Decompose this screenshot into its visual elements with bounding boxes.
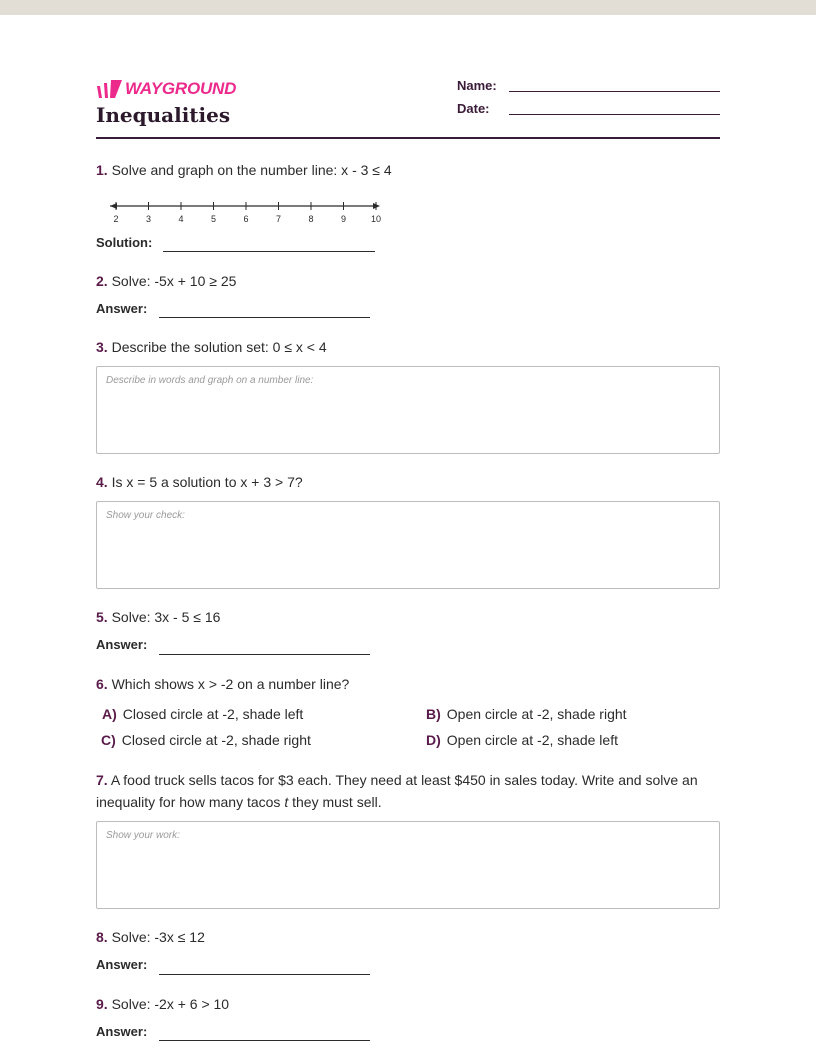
answer-field[interactable] <box>159 974 370 975</box>
number-line-tick-label: 10 <box>370 214 382 224</box>
question-3 <box>96 339 327 355</box>
question-number: 3. <box>96 339 108 355</box>
question-text-end: they must sell. <box>288 794 382 810</box>
question-number: 6. <box>96 676 108 692</box>
answer-label: Answer: <box>96 301 148 316</box>
question-5 <box>96 609 220 625</box>
number-line <box>106 198 396 228</box>
answer-field[interactable] <box>159 1040 370 1041</box>
answer-field[interactable] <box>159 654 370 655</box>
choice-letter: B) <box>426 706 441 722</box>
response-box[interactable] <box>96 501 720 589</box>
question-text: Solve: 3x - 5 ≤ 16 <box>111 609 221 625</box>
question-4 <box>96 474 303 490</box>
answer-label: Answer: <box>96 1024 148 1039</box>
top-bar <box>0 0 816 15</box>
choice-letter: D) <box>426 732 441 748</box>
question-9 <box>96 996 229 1012</box>
response-hint: Show your check: <box>106 510 185 521</box>
response-box[interactable] <box>96 366 720 454</box>
question-text: Solve and graph on the number line: x - 3 ≤ 4 <box>111 162 392 178</box>
question-text: A food truck sells tacos for $3 each. They need at least $450 in sales today. Write and solve an inequality for how many tacos <box>96 772 698 810</box>
logo <box>96 78 236 100</box>
number-line-tick-label: 2 <box>113 214 119 224</box>
question-number: 7. <box>96 772 108 788</box>
response-hint: Show your work: <box>106 830 180 841</box>
question-number: 9. <box>96 996 108 1012</box>
choice-text: Closed circle at -2, shade left <box>122 706 304 722</box>
question-6 <box>96 676 349 692</box>
choice-a[interactable] <box>102 706 303 722</box>
answer-field[interactable] <box>159 317 370 318</box>
header-divider <box>96 137 720 139</box>
question-text: Is x = 5 a solution to x + 3 > 7? <box>111 474 303 490</box>
question-text: Solve: -3x ≤ 12 <box>111 929 205 945</box>
answer-label: Answer: <box>96 957 148 972</box>
number-line-tick-label: 7 <box>275 214 282 224</box>
number-line-tick-label: 3 <box>145 214 152 224</box>
question-1 <box>96 162 392 178</box>
question-text: Solve: -5x + 10 ≥ 25 <box>111 273 237 289</box>
question-variable: t <box>284 794 289 810</box>
response-hint: Describe in words and graph on a number line: <box>106 375 314 386</box>
choice-text: Closed circle at -2, shade right <box>121 732 311 748</box>
choice-c[interactable] <box>101 732 311 748</box>
solution-label: Solution: <box>96 235 153 250</box>
logo-mark-icon <box>96 78 122 100</box>
number-line-tick-label: 5 <box>210 214 217 224</box>
choice-text: Open circle at -2, shade left <box>446 732 618 748</box>
name-field[interactable] <box>509 91 720 92</box>
number-line-tick-label: 8 <box>308 214 314 224</box>
question-number: 5. <box>96 609 108 625</box>
question-7 <box>96 769 720 813</box>
date-label: Date: <box>457 101 490 116</box>
question-8 <box>96 929 205 945</box>
question-number: 4. <box>96 474 108 490</box>
number-line-tick-label: 9 <box>340 214 347 224</box>
question-number: 2. <box>96 273 108 289</box>
page-title: Inequalities <box>96 103 231 127</box>
question-number: 8. <box>96 929 108 945</box>
choice-b[interactable] <box>426 706 627 722</box>
choice-letter: C) <box>101 732 116 748</box>
choice-letter: A) <box>102 706 117 722</box>
choice-text: Open circle at -2, shade right <box>446 706 627 722</box>
question-number: 1. <box>96 162 108 178</box>
answer-label: Answer: <box>96 637 148 652</box>
question-2 <box>96 273 236 289</box>
logo-text: WAYGROUND <box>125 79 237 98</box>
choice-d[interactable] <box>426 732 618 748</box>
question-text: Solve: -2x + 6 > 10 <box>111 996 230 1012</box>
question-text: Which shows x > -2 on a number line? <box>111 676 350 692</box>
question-text: Describe the solution set: 0 ≤ x < 4 <box>111 339 327 355</box>
number-line-tick-label: 6 <box>243 214 249 224</box>
solution-field[interactable] <box>163 251 375 252</box>
date-field[interactable] <box>509 114 720 115</box>
number-line-tick-label: 4 <box>178 214 184 224</box>
response-box[interactable] <box>96 821 720 909</box>
name-label: Name: <box>457 78 497 93</box>
